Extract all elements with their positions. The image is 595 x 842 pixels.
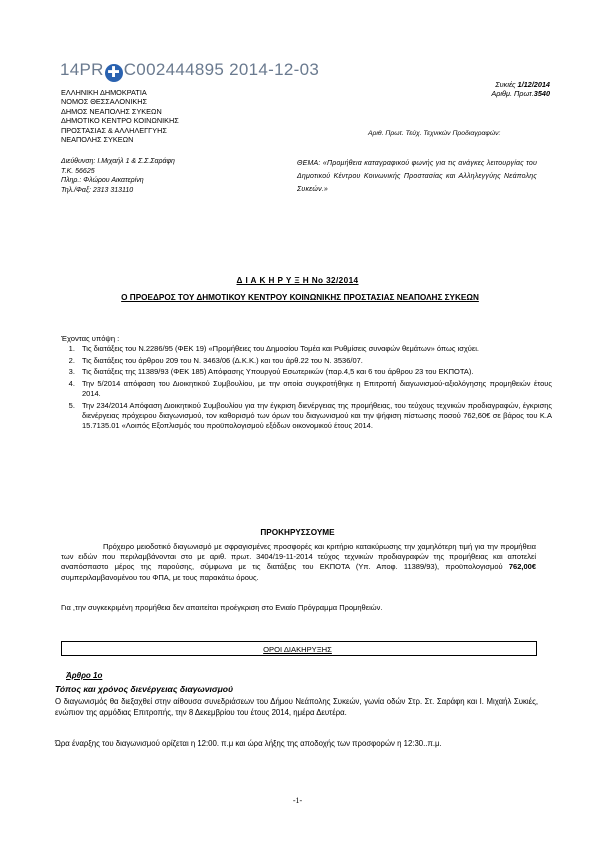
issuer-line: ΔΗΜΟΤΙΚΟ ΚΕΝΤΡΟ ΚΟΙΝΩΝΙΚΗΣ [61,116,179,126]
address-line: Διεύθυνση: Ι.Μιχαήλ 1 & Σ.Σ.Σαράφη [61,158,175,165]
address-line: Πληρ.: Φλώρου Αικατερίνη [61,177,144,185]
stamp-prefix: 14PR [60,60,104,79]
protocol-line [449,89,550,98]
subject-block: ΘΕΜΑ: «Προμήθεια καταγραφικού φωνής για τις ανάγκες λειτουργίας του Δημοτικού Κέντρου Κοινωνικής Προστασίας και Αλληλεγγύης Νεάπολης Συκεών.» [297,160,537,193]
list-item: 3. Τις διατάξεις της 11389/93 (ΦΕΚ 185) Απόφασης Υπουργού Εσωτερικών (παρ.4,5 και 6 του άρθρου 23 του ΕΚΠΟΤΑ). [77,367,552,377]
considerations-list [61,344,552,433]
list-item: 5. Την 234/2014 Απόφαση Διοικητικού Συμβουλίου για την έγκριση διενέργειας της προμήθειας, του τεύχους τεχνικών προδιαγραφών, έγκρισης διενέργειας πρόχειρου διαγωνισμού, τον καθορισμό των όρων του διαγωνισμού και την ψήφιση πίστωσης ποσού 762,60€ σε βάρος του Κ.Α 15.7135.01 «Λοιπός Εξοπλισμός του προϋπολογισμού εξόδων οικονομικού έτους 2014. [77,401,552,432]
pre-approval-note: Για ,την συγκεκριμένη προμήθεια δεν απαιτείται προέγκριση στο Ενιαίο Πρόγραμμα Προμηθειών. [61,603,383,612]
greek-cross-seal-icon: ✚ [105,64,123,82]
date-value: 1/12/2014 [517,80,550,89]
page-number: -1- [292,796,303,805]
list-item: 1. Τις διατάξεις του Ν.2286/95 (ΦΕΚ 19) «Προμήθειες του Δημοσίου Τομέα και Ρυθμίσεις συναφών θεμάτων» όπως ισχύει. [77,344,552,354]
date-line [449,80,550,89]
issuer-line: ΝΕΑΠΟΛΗΣ ΣΥΚΕΩΝ [61,135,134,145]
document-subtitle: Ο ΠΡΟΕΔΡΟΣ ΤΟΥ ΔΗΜΟΤΙΚΟΥ ΚΕΝΤΡΟΥ ΚΟΙΝΩΝΙΚΗΣ ΠΡΟΣΤΑΣΙΑΣ ΝΕΑΠΟΛΗΣ ΣΥΚΕΩΝ [121,293,479,302]
terms-heading: ΟΡΟΙ ΔΙΑΚΗΡΥΞΗΣ [263,645,332,654]
protocol-label: Αριθμ. Πρωτ. [491,89,534,99]
article-paragraph: Ώρα έναρξης του διαγωνισμού ορίζεται η 12:00. π.μ και ώρα λήξης της αποδοχής των προσφορών η 12:30..π.μ. [55,739,442,748]
address-line: Τηλ./Φαξ: 2313 313110 [61,186,134,194]
stamp-suffix: C002444895 2014-12-03 [123,60,320,79]
considerations-intro: Έχοντας υπόψη : [61,334,120,343]
budget-amount: 762,00€ [508,562,536,572]
article-paragraph: Ο διαγωνισμός θα διεξαχθεί στην αίθουσα συνεδριάσεων του Δήμου Νεάπολης Συκεών, γωνία οδών Στρ. Στ. Σαράφη και Ι. Μιχαήλ Συκιές, ενώπιον της αρμόδιας Επιτροπής, την 8 Δεκεμβρίου του έτους 2014, ημέρα Δευτέρα. [55,697,538,717]
protocol-value: 3540 [533,89,550,99]
list-item: 2. Τις διατάξεις του άρθρου 209 του Ν. 3463/06 (Δ.Κ.Κ.) και του άρθ.22 του Ν. 3536/07. [77,356,552,366]
article-title: Τόπος και χρόνος διενέργειας διαγωνισμού [55,684,234,694]
document-title [0,276,595,285]
proclamation-heading: ΠΡΟΚΗΡΥΣΣΟΥΜΕ [260,528,335,537]
tech-spec-reference: Αριθ. Πρωτ. Τεύχ. Τεχνικών Προδιαγραφών: [368,130,501,137]
issuer-line: ΔΗΜΟΣ ΝΕΑΠΟΛΗΣ ΣΥΚΕΩΝ [61,106,162,116]
address-line: Τ.Κ. 56625 [61,167,95,175]
article-number-text: Άρθρο 1ο [66,671,103,680]
issuer-line: ΕΛΛΗΝΙΚΗ ΔΗΜΟΚΡΑΤΙΑ [61,88,147,97]
date-label: Συκιές [495,80,516,89]
document-id-stamp [60,60,319,82]
paragraph-text: συμπεριλαμβανομένου του ΦΠΑ, με τους παρακάτω όρους. [61,572,259,582]
date-protocol-block [449,80,550,99]
list-item: 4. Την 5/2014 απόφαση του Διοικητικού Συμβουλίου, με την οποία συγκροτήθηκε η Επιτροπή διαγωνισμού-αξιολόγησης προμηθειών έτους 2014. [77,379,552,399]
issuer-line: ΠΡΟΣΤΑΣΙΑΣ & ΑΛΛΗΛΕΓΓΥΗΣ [61,125,167,135]
issuer-line: ΝΟΜΟΣ ΘΕΣΣΑΛΟΝΙΚΗΣ [61,97,148,107]
paragraph-text: Πρόχειρο μειοδοτικό διαγωνισμό με σφραγισμένες προσφορές και κριτήριο κατακύρωσης την χαμηλότερη τιμή για την προμήθεια των ειδών που περιλαμβάνονται στο με αριθ. πρωτ. 3404/19-11-2014 τεύχος τεχνικών προδιαγραφών της προμήθειας και αποτελεί αναπόσπαστο μέρος της παρούσης, σύμφωνα με τις διατάξεις του ΕΚΠΟΤΑ (Υπ. Αποφ. 11389/93), προϋπολογισμού [61,542,536,572]
proclamation-paragraph [61,542,536,583]
document-title-text: Δ Ι Α Κ Η Ρ Υ Ξ Η Νο 32/2014 [236,276,359,285]
issuer-header [61,88,179,144]
contact-address [61,157,175,195]
article-number [66,671,102,680]
